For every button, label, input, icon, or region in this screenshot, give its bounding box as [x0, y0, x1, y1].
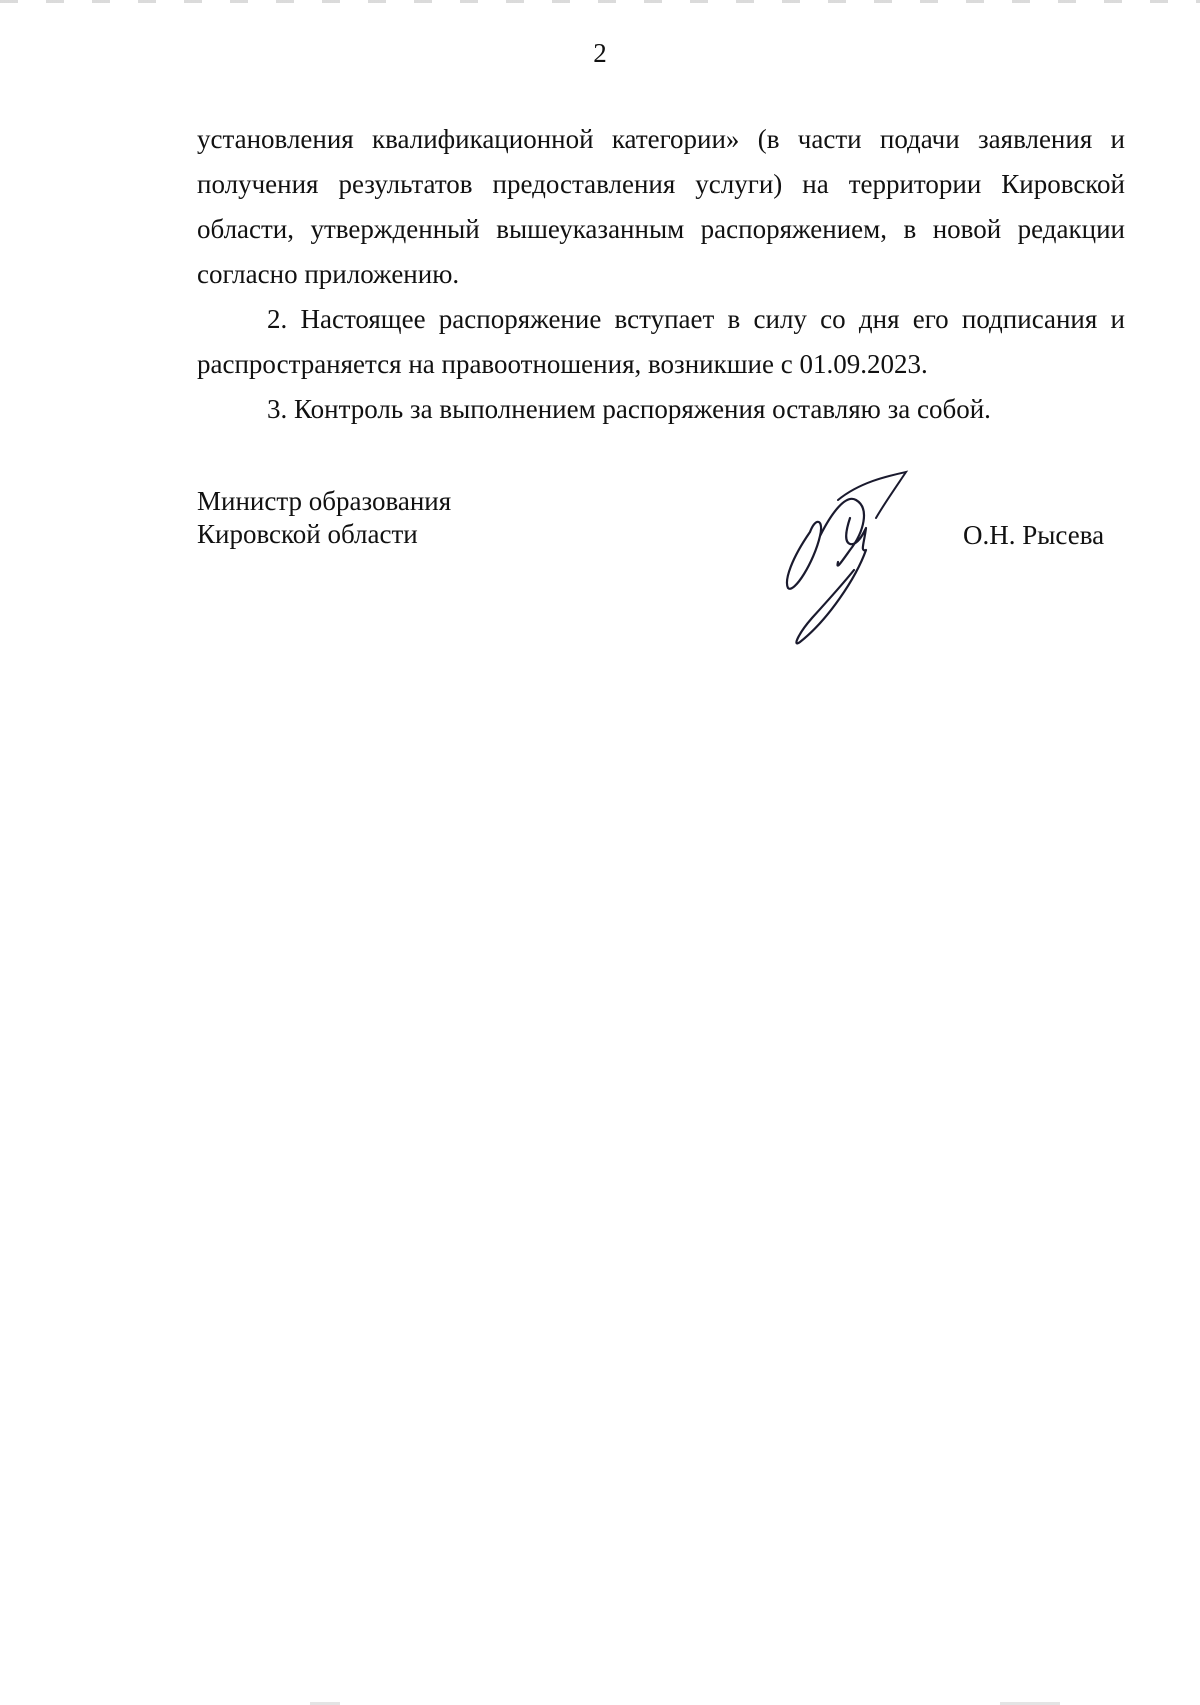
position-line-1: Министр образования: [197, 486, 452, 516]
signer-name: О.Н. Рысева: [963, 520, 1105, 550]
paragraph-item-3: 3. Контроль за выполнением распоряжения оставляю за собой.: [267, 394, 991, 424]
page-number: 2: [593, 38, 607, 68]
paragraph-item-2: 2. Настоящее распоряжение вступает в силу со дня его подписания и распространяется на правоотношения, возникшие с 01.09.2023.: [197, 304, 1125, 379]
handwritten-signature: [780, 470, 915, 645]
document-body: [197, 117, 1125, 432]
paragraph-continuation: установления квалификационной категории» (в части подачи заявления и получения результатов предоставления услуги) на территории Кировской области, утвержденный вышеуказанным распоряжением, в новой редакции согласно приложению.: [197, 124, 1125, 289]
scan-edge-top: [0, 0, 1200, 3]
signatory-position: [197, 485, 451, 551]
signature-stroke-main: [787, 499, 866, 644]
signature-stroke-top: [838, 472, 906, 518]
position-line-2: Кировской области: [197, 519, 418, 549]
